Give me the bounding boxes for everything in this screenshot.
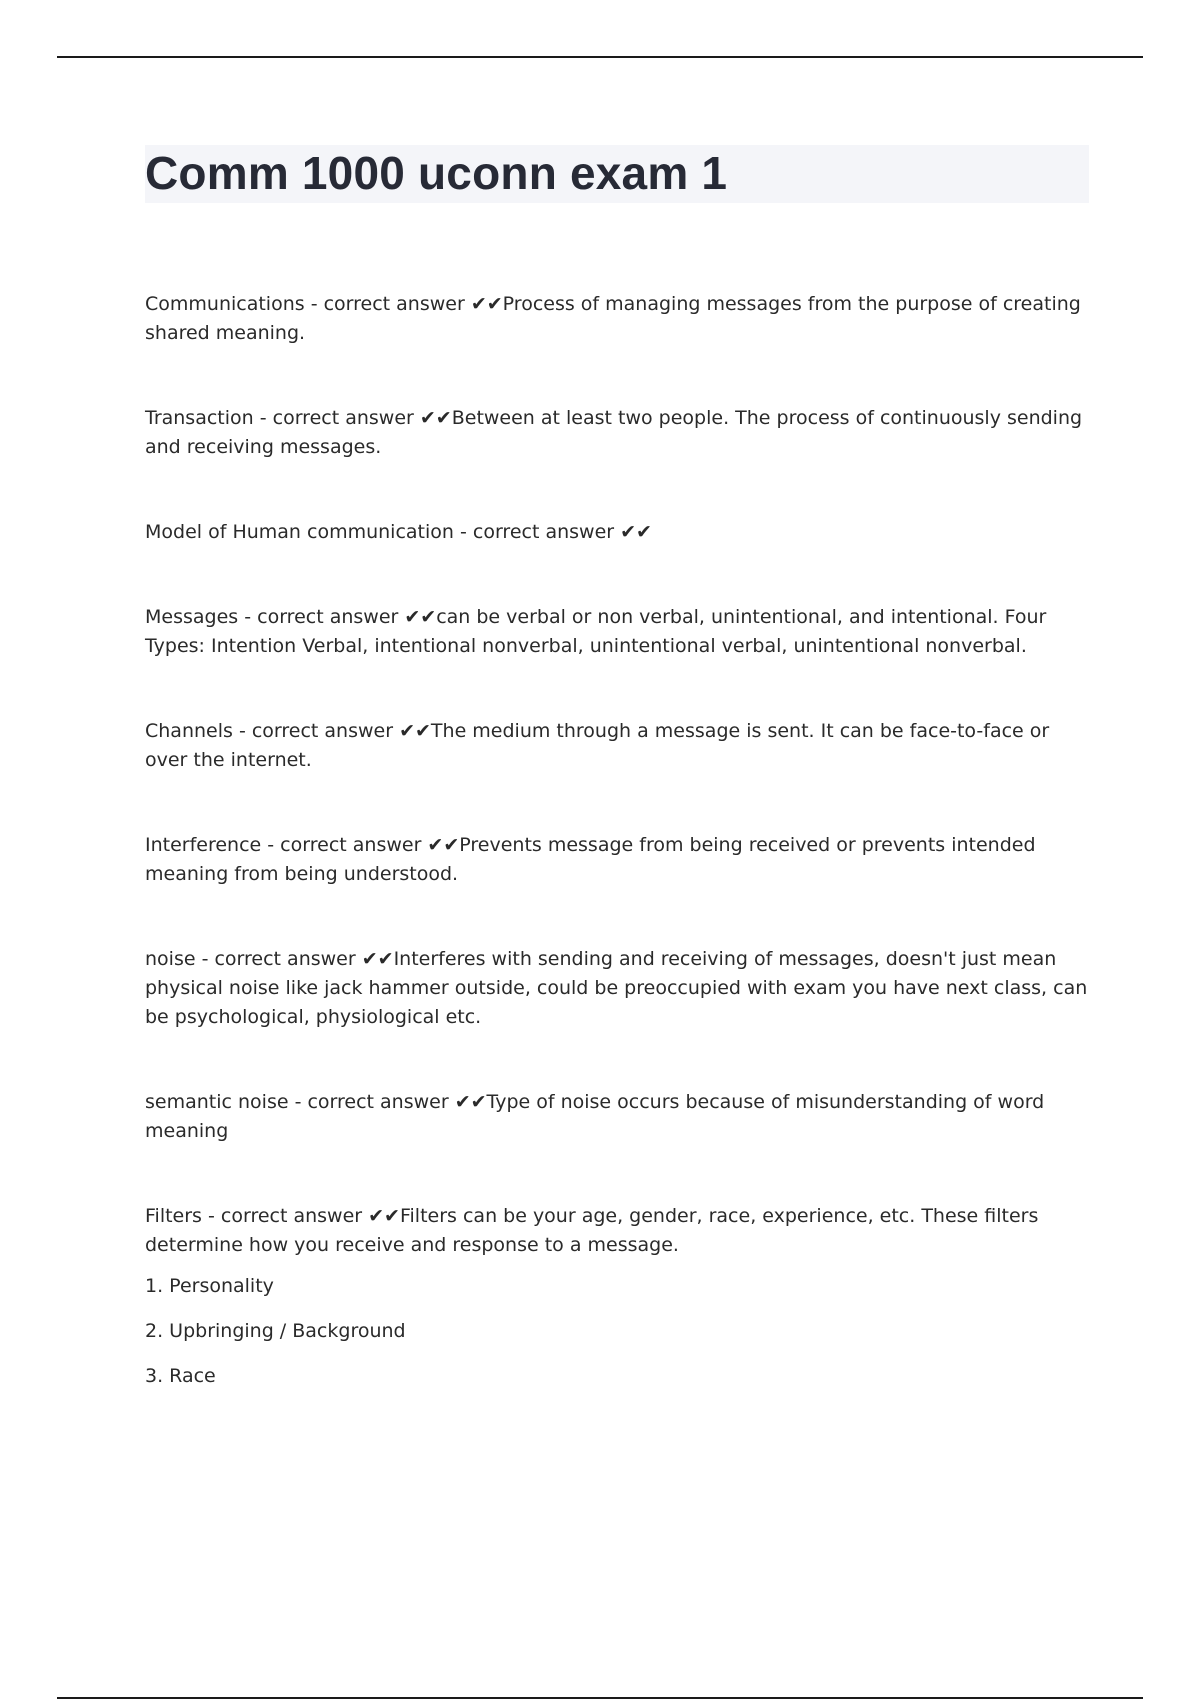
entry-channels [145, 717, 1090, 775]
entry-noise [145, 945, 1090, 1032]
entry-definition: Prevents message from being received or prevents intended meaning from being understood. [145, 834, 1036, 885]
check-icon: ✔✔ [620, 521, 652, 543]
entry-definition: The medium through a message is sent. It can be face-to-face or over the internet. [145, 720, 1050, 771]
check-icon: ✔✔ [404, 606, 437, 628]
entry-separator: - correct answer [288, 1091, 455, 1113]
document-body [145, 290, 1090, 1407]
entry-definition: Type of noise occurs because of misunderstanding of word meaning [145, 1091, 1045, 1142]
entry-separator: - correct answer [453, 521, 621, 543]
list-item: 1. Personality [145, 1275, 274, 1297]
entry-term: Transaction [145, 407, 254, 429]
entry-separator: - correct answer [232, 720, 400, 742]
filters-list [145, 1272, 1090, 1391]
document-title: Comm 1000 uconn exam 1 [145, 147, 728, 199]
check-icon: ✔✔ [361, 948, 394, 970]
entry-term: Filters [145, 1205, 202, 1227]
entry-messages [145, 603, 1090, 661]
top-rule [57, 56, 1143, 58]
entry-term: semantic noise [145, 1091, 289, 1113]
entry-model-of-human-communication [145, 518, 1090, 547]
check-icon: ✔✔ [419, 407, 452, 429]
entry-communications [145, 290, 1090, 348]
check-icon: ✔✔ [368, 1205, 400, 1227]
entry-definition: Between at least two people. The process of continuously sending and receiving messages. [145, 407, 1083, 458]
bottom-rule [57, 1697, 1143, 1699]
entry-term: noise [145, 948, 196, 970]
check-icon: ✔✔ [470, 293, 503, 315]
entry-definition: can be verbal or non verbal, unintentional, and intentional. Four Types: Intention Verbal, intentional nonverbal, unintentional verbal, unintentional nonverbal. [145, 606, 1047, 657]
entry-definition: Interferes with sending and receiving of messages, doesn't just mean physical noise like jack hammer outside, could be preoccupied with exam you have next class, can be psychological, physiological etc. [145, 948, 1088, 1028]
list-item: 2. Upbringing / Background [145, 1320, 406, 1342]
entry-separator: - correct answer [201, 1205, 369, 1227]
entry-term: Messages [145, 606, 239, 628]
entry-semantic-noise [145, 1088, 1090, 1146]
entry-separator: - correct answer [238, 606, 405, 628]
check-icon: ✔✔ [427, 834, 460, 856]
check-icon: ✔✔ [454, 1091, 487, 1113]
entry-term: Interference [145, 834, 262, 856]
list-item: 3. Race [145, 1365, 216, 1387]
entry-interference [145, 831, 1090, 889]
entry-transaction [145, 404, 1090, 462]
entry-separator: - correct answer [304, 293, 471, 315]
entry-separator: - correct answer [195, 948, 362, 970]
entry-separator: - correct answer [261, 834, 428, 856]
entry-term: Communications [145, 293, 305, 315]
entry-separator: - correct answer [253, 407, 420, 429]
entry-definition: Process of managing messages from the purpose of creating shared meaning. [145, 293, 1081, 344]
entry-term: Channels [145, 720, 233, 742]
entry-term: Model of Human communication [145, 521, 454, 543]
check-icon: ✔✔ [399, 720, 431, 742]
entry-filters [145, 1202, 1090, 1260]
entry-definition: Filters can be your age, gender, race, experience, etc. These filters determine how you receive and response to a message. [145, 1205, 1039, 1256]
